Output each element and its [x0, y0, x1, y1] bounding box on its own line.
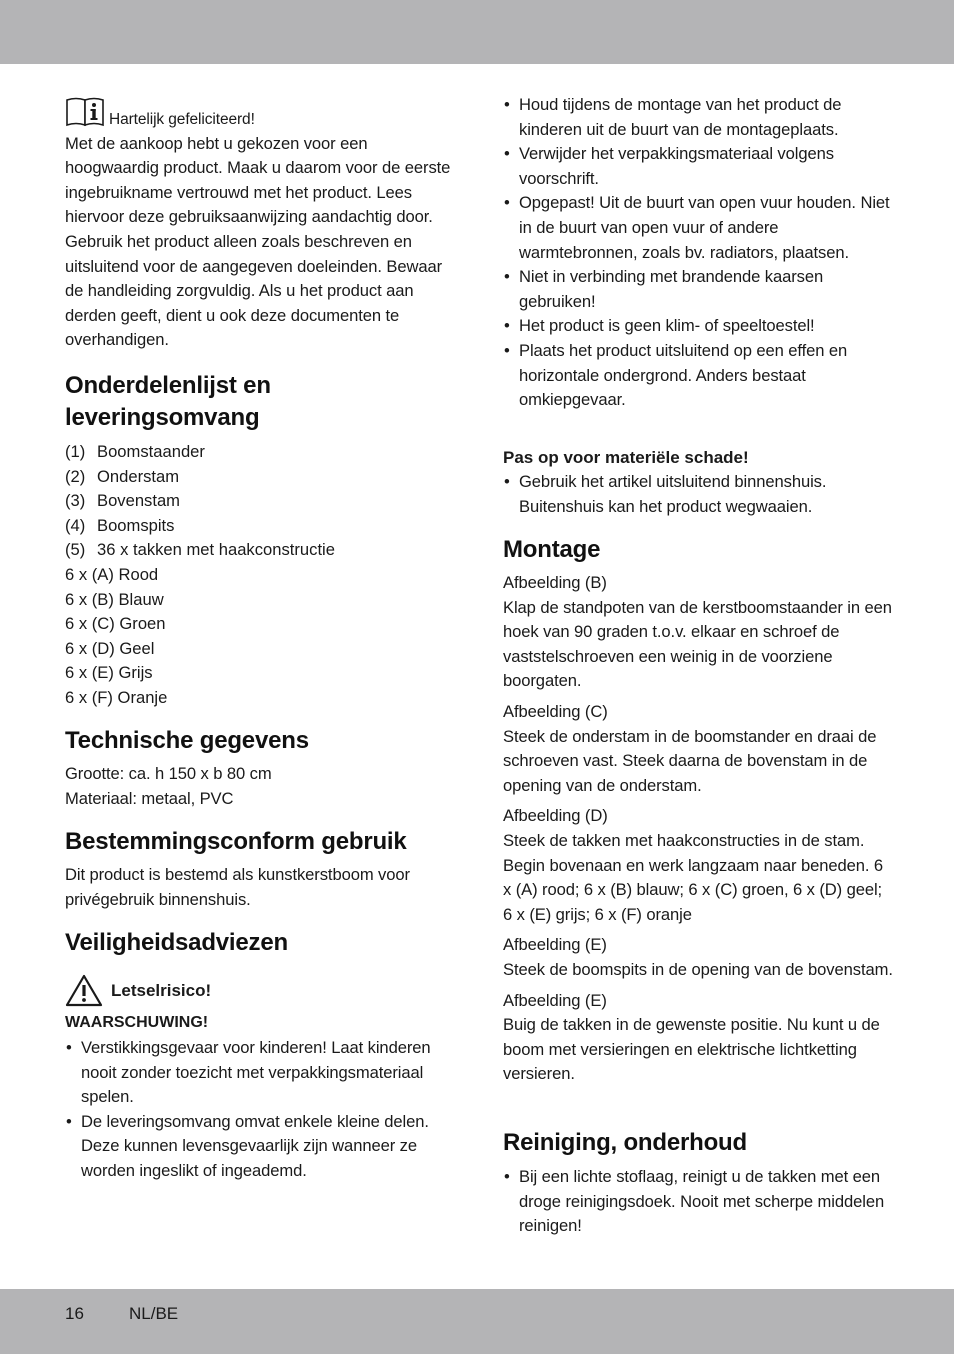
damage-label: Pas op voor materiële schade!	[503, 448, 749, 467]
figure-label: Afbeelding (C)	[503, 701, 608, 721]
montage-step	[503, 700, 895, 798]
branch-item: 6 x (A) Rood	[65, 564, 159, 584]
branch-item: 6 x (C) Groen	[65, 614, 166, 634]
list-item: • Het product is geen klim- of speeltoestel!	[504, 316, 815, 336]
montage-title: Montage	[503, 536, 601, 563]
step-text: Buig de takken in de gewenste positie. Nu kunt u de boom met versieringen en elektrische lichtketting versieren.	[503, 1015, 880, 1084]
montage-step	[503, 571, 895, 694]
care-title: Reiniging, onderhoud	[503, 1129, 747, 1156]
injury-warning	[65, 974, 211, 1007]
page-number: 16	[65, 1304, 84, 1323]
intro-text: Met de aankoop hebt u gekozen voor een hoogwaardig product. Maak u daarom voor de eerste ingebruikname vertrouwd met het product. Lees hiervoor deze gebruiksaanwijzing aandachtig door. Gebruik het product alleen zoals beschreven en uitsluitend voor de aangegeven doeleinden. Bewaar de handleiding zorgvuldig. Als u het product aan derden geeft, dient u ook deze documenten te overhandigen.	[65, 133, 451, 350]
branch-item: 6 x (B) Blauw	[65, 589, 164, 609]
list-item: • De leveringsomvang omvat enkele kleine delen. Deze kunnen levensgevaarlijk zijn wanneer ze worden ingeslikt of ingeademd.	[66, 1111, 429, 1180]
parts-item: (3) Bovenstam	[65, 491, 181, 511]
manual-info-icon	[65, 97, 105, 135]
parts-item: (5) 36 x takken met haakconstructie	[65, 540, 335, 560]
step-text: Steek de takken met haakconstructies in de stam. Begin bovenaan en werk langzaam naar beneden. 6 x (A) rood; 6 x (B) blauw; 6 x (C) groen, 6 x (D) geel; 6 x (E) grijs; 6 x (F) oranje	[503, 830, 884, 924]
list-item: • Bij een lichte stoflaag, reinigt u de takken met een droge reinigingsdoek. Nooit met scherpe middelen reinigen!	[504, 1167, 885, 1236]
warning-list	[65, 1036, 450, 1184]
montage-step	[503, 933, 895, 982]
montage-step	[503, 989, 895, 1087]
intro-section	[65, 97, 455, 353]
figure-label: Afbeelding (E)	[503, 935, 607, 955]
parts-item: (1) Boomstaander	[65, 442, 205, 461]
parts-title: Onderdelenlijst en leveringsomvang	[65, 372, 271, 431]
tech-line: Materiaal: metaal, PVC	[65, 788, 234, 808]
figure-label: Afbeelding (E)	[503, 990, 607, 1010]
use-title: Bestemmingsconform gebruik	[65, 828, 407, 855]
safety-title: Veiligheidsadviezen	[65, 929, 288, 956]
branch-item: 6 x (E) Grijs	[65, 663, 153, 683]
parts-item: (2) Onderstam	[65, 466, 180, 486]
list-item: • Verwijder het verpakkingsmateriaal volgens voorschrift.	[504, 144, 834, 188]
figure-label: Afbeelding (B)	[503, 573, 607, 592]
montage-steps	[503, 571, 895, 1087]
warning-triangle-icon	[65, 974, 103, 1007]
header-bar	[0, 0, 954, 64]
montage-step	[503, 804, 895, 927]
parts-item: (4) Boomspits	[65, 515, 175, 535]
list-item: • Plaats het product uitsluitend op een effen en horizontale ondergrond. Anders bestaat omkiepgevaar.	[504, 340, 848, 410]
list-item: • Verstikkingsgevaar voor kinderen! Laat kinderen nooit zonder toezicht met verpakkingsmateriaal spelen.	[66, 1038, 431, 1107]
tech-specs	[65, 762, 455, 811]
locale-label: NL/BE	[129, 1304, 179, 1323]
care-list	[503, 1165, 895, 1239]
branch-item: 6 x (D) Geel	[65, 638, 155, 658]
tech-line: Grootte: ca. h 150 x b 80 cm	[65, 764, 272, 783]
parts-list	[65, 440, 455, 711]
safety-list	[503, 93, 895, 413]
use-text: Dit product is bestemd als kunstkerstboom voor privégebruik binnenshuis.	[65, 865, 410, 909]
step-text: Steek de onderstam in de boomstander en draai de schroeven vast. Steek daarna de bovenstam in de opening van de onderstam.	[503, 726, 877, 795]
tech-title: Technische gegevens	[65, 727, 309, 754]
list-item: • Opgepast! Uit de buurt van open vuur houden. Niet in de buurt van open vuur of andere warmtebronnen, zoals bv. radiators, plaatsen.	[504, 193, 890, 262]
figure-label: Afbeelding (D)	[503, 806, 608, 826]
list-item: • Houd tijdens de montage van het product de kinderen uit de buurt van de montageplaats.	[504, 95, 842, 139]
list-item: • Niet in verbinding met brandende kaarsen gebruiken!	[504, 267, 824, 311]
list-item: • Gebruik het artikel uitsluitend binnenshuis. Buitenshuis kan het product wegwaaien.	[504, 472, 827, 516]
intro-heading: Hartelijk gefeliciteerd!	[109, 111, 255, 128]
branch-item: 6 x (F) Oranje	[65, 687, 168, 707]
step-text: Steek de boomspits in de opening van de bovenstam.	[503, 959, 893, 979]
injury-label: Letselrisico!	[111, 980, 212, 1000]
step-text: Klap de standpoten van de kerstboomstaander in een hoek van 90 graden t.o.v. elkaar en schroef de vaststelschroeven een weinig in de voorziene boorgaten.	[503, 597, 892, 691]
damage-list	[503, 470, 895, 519]
warning-label: WAARSCHUWING!	[65, 1014, 209, 1031]
